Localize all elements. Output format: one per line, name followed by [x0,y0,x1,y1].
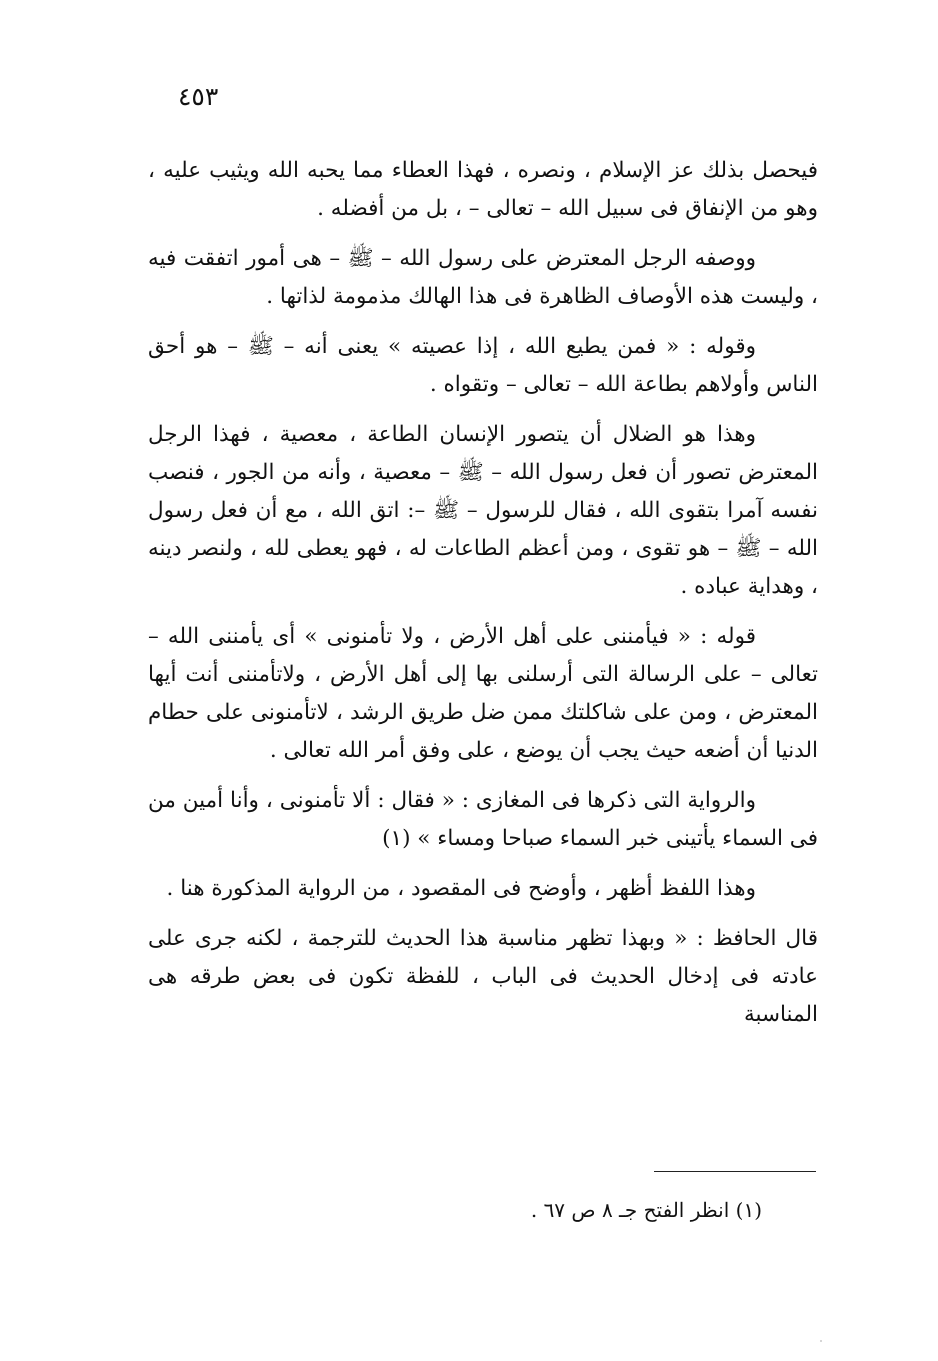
paragraph-6: والرواية التى ذكرها فى المغازى : « فقال : ألا تأمنونى ، وأنا أمين من فى السماء يأتينى خبر السماء صباحا ومساء » (١) [148,788,818,851]
paragraph-5: قوله : « فيأمننى على أهل الأرض ، ولا تأمنونى » أى يأمننى الله – تعالى – على الرسالة التى أرسلنى بها إلى أهل الأرض ، ولاتأمننى أنت أيها المعترض ، ومن على شاكلتك ممن ضل طريق الرشد ، لاتأمنونى على حطام الدنيا أن أضعه حيث يجب أن يوضع ، على وفق أمر الله تعالى . [148,624,818,763]
page-number: ٤٥٣ [178,82,219,111]
paragraph-1: فيحصل بذلك عز الإسلام ، ونصره ، فهذا العطاء مما يحبه الله ويثيب عليه ، وهو من الإنفاق فى سبيل الله – تعالى – ، بل من أفضله . [148,158,818,221]
paragraph-7: وهذا اللفظ أظهر ، وأوضح فى المقصود ، من الرواية المذكورة هنا . [166,876,756,901]
paragraph-8: قال الحافظ : « وبهذا تظهر مناسبة هذا الحديث للترجمة ، لكنه جرى على عادته فى إدخال الحديث فى الباب ، للفظة تكون فى بعض طرقه هى المناسبة [148,926,818,1027]
footnote: (١) انظر الفتح جـ ٨ ص ٦٧ . [530,1198,762,1222]
scan-speck [820,1340,822,1342]
footnote-divider [654,1171,816,1172]
paragraph-2: ووصفه الرجل المعترض على رسول الله – ﷺ – هى أمور اتفقت فيه ، وليست هذه الأوصاف الظاهرة فى هذا الهالك مذمومة لذاتها . [148,246,818,309]
main-text [148,152,818,1034]
paragraph-3: وقوله : « فمن يطيع الله ، إذا عصيته » يعنى أنه – ﷺ – هو أحق الناس وأولاهم بطاعة الله – تعالى – وتقواه . [148,334,818,397]
paragraph-4: وهذا هو الضلال أن يتصور الإنسان الطاعة ، معصية ، فهذا الرجل المعترض تصور أن فعل رسول الله – ﷺ – معصية ، وأنه من الجور ، فنصب نفسه آمرا بتقوى الله ، فقال للرسول – ﷺ –: اتق الله ، مع أن فعل رسول الله – ﷺ – هو تقوى ، ومن أعظم الطاعات له ، فهو يعطى لله ، ولنصر دينه ، وهداية عباده . [148,422,818,599]
